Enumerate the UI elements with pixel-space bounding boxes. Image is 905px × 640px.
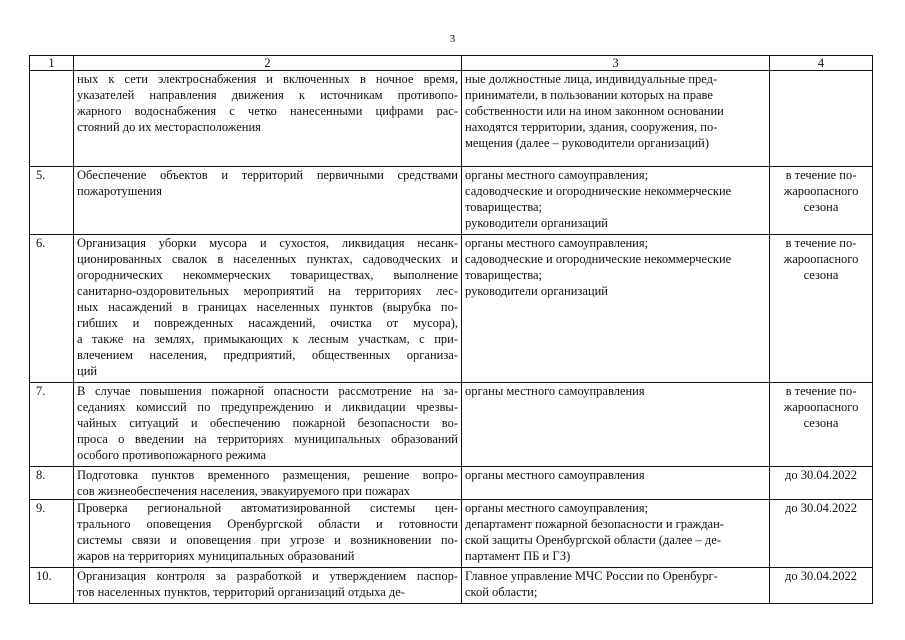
deadline-text: до 30.04.2022: [785, 468, 857, 482]
measure-line: В случае повышения пожарной опасности рассмотрение на за-: [77, 384, 458, 398]
table-row: [30, 568, 873, 604]
measure-line: ционированных свалок в населенных пунктах, садоводческих и: [77, 252, 458, 266]
responsible-text: Главное управление МЧС России по Оренбург- ской области;: [465, 569, 718, 599]
row-number: [30, 71, 74, 167]
table-row: [30, 500, 873, 568]
responsible-text: органы местного самоуправления: [465, 468, 645, 482]
row-number: 5.: [30, 167, 74, 235]
responsible-cell: [462, 467, 770, 500]
measure-line: Подготовка пунктов временного размещения, решение вопро-: [77, 468, 458, 482]
measure-line: системы связи и оповещения при угрозе и возникновении по-: [77, 533, 458, 547]
row-number: 8.: [30, 467, 74, 500]
responsible-text: органы местного самоуправления; департамент пожарной безопасности и граждан- ской защиты Оренбургской области (далее – де- партамент ПБ и ГЗ): [465, 501, 724, 563]
responsible-text: органы местного самоуправления; садоводческие и огороднические некоммерческие товарищества; руководители организаций: [465, 168, 732, 230]
measure-line: санитарно-оздоровительных мероприятий на территориях лес-: [77, 284, 458, 298]
measure-line: чайных ситуаций и обеспечению пожарной безопасности во-: [77, 416, 458, 430]
measure-cell: [74, 71, 462, 167]
measure-line: седаниях комиссий по предупреждению и ликвидации чрезвы-: [77, 400, 458, 414]
deadline-text: в течение по- жароопасного сезона: [783, 384, 859, 430]
header-col-2: 2: [74, 56, 462, 71]
header-col-3: 3: [462, 56, 770, 71]
measure-line: пожаротушения: [77, 184, 162, 198]
page-number: 3: [449, 33, 456, 45]
table-row: [30, 467, 873, 500]
deadline-cell: [770, 167, 873, 235]
measures-table: [29, 55, 873, 604]
measure-cell: [74, 568, 462, 604]
measure-line: указателей направления движения к источникам противопо-: [77, 88, 458, 102]
table-row: [30, 71, 873, 167]
deadline-text: до 30.04.2022: [785, 569, 857, 583]
deadline-cell: [770, 235, 873, 383]
deadline-text: до 30.04.2022: [785, 501, 857, 515]
responsible-text: ные должностные лица, индивидуальные пред- приниматели, в пользовании которых на праве собственности или на ином законном основании находятся территории, здания, сооружения, по- мещения (далее – руководители организаций): [465, 72, 724, 150]
responsible-cell: [462, 235, 770, 383]
responsible-cell: [462, 71, 770, 167]
deadline-cell: [770, 383, 873, 467]
table-row: [30, 235, 873, 383]
measure-line: жаров на территориях муниципальных образований: [77, 549, 355, 563]
table-row: [30, 167, 873, 235]
measure-line: трального оповещения Оренбургской области и готовности: [77, 517, 458, 531]
measure-line: огороднических некоммерческих товариществах, выполнение: [77, 268, 458, 282]
responsible-text: органы местного самоуправления; садоводческие и огороднические некоммерческие товарищества; руководители организаций: [465, 236, 732, 298]
measure-line: ных насаждений в границах населенных пунктов (вырубка по-: [77, 300, 458, 314]
deadline-cell: [770, 568, 873, 604]
deadline-cell: [770, 500, 873, 568]
measure-line: Организация контроля за разработкой и утверждением паспор-: [77, 569, 458, 583]
measure-line: Проверка региональной автоматизированной системы цен-: [77, 501, 458, 515]
measure-line: тов населенных пунктов, территорий организаций отдыха де-: [77, 585, 405, 599]
deadline-text: в течение по- жароопасного сезона: [783, 236, 859, 282]
measure-line: стояний до их месторасположения: [77, 120, 261, 134]
measure-line: влечением населения, предприятий, общественных организа-: [77, 348, 458, 362]
deadline-cell: [770, 467, 873, 500]
measure-line: жарного водоснабжения с четко нанесенными цифрами рас-: [77, 104, 458, 118]
header-col-4: 4: [770, 56, 873, 71]
responsible-cell: [462, 500, 770, 568]
table-header-row: [30, 56, 873, 71]
measure-line: Обеспечение объектов и территорий первичными средствами: [77, 168, 458, 182]
responsible-cell: [462, 383, 770, 467]
responsible-cell: [462, 568, 770, 604]
measure-line: гибших и поврежденных насаждений, очистка от мусора),: [77, 316, 458, 330]
responsible-text: органы местного самоуправления: [465, 384, 645, 398]
deadline-text: в течение по- жароопасного сезона: [783, 168, 859, 214]
measure-cell: [74, 467, 462, 500]
table-row: [30, 383, 873, 467]
deadline-cell: [770, 71, 873, 167]
row-number: 10.: [30, 568, 74, 604]
measure-line: а также на землях, примыкающих к лесным участкам, с при-: [77, 332, 458, 346]
measure-line: ных к сети электроснабжения и включенных в ночное время,: [77, 72, 458, 86]
measure-cell: [74, 235, 462, 383]
row-number: 9.: [30, 500, 74, 568]
measure-line: ций: [77, 364, 98, 378]
measure-line: особого противопожарного режима: [77, 448, 267, 462]
row-number: 6.: [30, 235, 74, 383]
measure-line: проса о введении на территориях муниципальных образований: [77, 432, 458, 446]
responsible-cell: [462, 167, 770, 235]
measure-cell: [74, 167, 462, 235]
row-number: 7.: [30, 383, 74, 467]
measure-line: Организация уборки мусора и сухостоя, ликвидация несанк-: [77, 236, 458, 250]
measure-cell: [74, 500, 462, 568]
measure-line: сов жизнеобеспечения населения, эвакуируемого при пожарах: [77, 484, 411, 498]
header-col-1: 1: [30, 56, 74, 71]
measure-cell: [74, 383, 462, 467]
